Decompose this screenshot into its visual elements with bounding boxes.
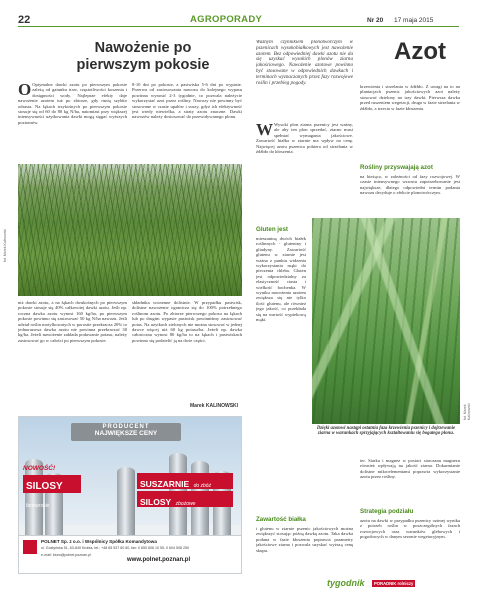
issue-number: Nr 20: [367, 17, 384, 24]
right-col-b-tail: azotu na dawki w przypadku pszenicy ozimej wynika z potrzeb roślin w poszczególnych fazach rozwojowych oraz warunków glebowych i pogodowych w danym sezonie wegetacyjnym.: [360, 518, 460, 540]
ad-address: ul. Gostyńska 51, 63-840 Krobia, tel.: +48 65 537 60 80, fax: 0 650 606 10 55, 0 604 508 250: [41, 546, 189, 550]
right-col-a-top: [256, 122, 353, 222]
ad-silos2-box: [137, 491, 233, 507]
ad-dryer-box: [137, 473, 233, 489]
left-title-line2: pierwszym pokosie: [76, 57, 210, 73]
ad-new-badge: NOWOŚĆ!: [23, 465, 56, 472]
ad-website[interactable]: www.polnet.poznan.pl: [127, 557, 191, 563]
ad-footer-bar: [19, 535, 242, 574]
section-title: AGROPORADY: [190, 14, 263, 25]
left-col1-text: Optymalne dawki azotu po pierwszym pokosie zależą od gatunku traw, częstotliwości koszenia i dostępności wody. Najlepsze efekty daje nawożenie azotem tuż po zbiorze, gdy runią szybko odrasta. Na łąkach trzykośnych po pierwszym pokosie stosuje się od 60 do 80 kg N/ha, natomiast przy większej intensywności użytkowania dawki mogą sięgać wyższych poziomów.: [18, 82, 127, 125]
sub-protein: Zawartość białka: [256, 516, 306, 523]
ad-silos2-label: SILOSY: [140, 497, 172, 507]
right-intro: Ważnym czynnikiem plonotwórczym w pszenicach wysokobiałkowych jest nawożenie azotem. Bez odpowiedniej dawki azotu nie da się uzyskać wysokich plonów ziarna jakościowego. Nawożenie azotowe powinno być stosowane w odpowiednich dawkach i terminach wyznaczanych przez fazy rozwojowe roślin i przebieg pogody.: [256, 40, 353, 86]
left-col3: niż dawki azotu, a na łąkach dwukośnych po pierwszym pokosie stosuje się 40% całkowitej dawki azotu. Jeśli np. roczna dawka azotu wynosi 160 kg/ha, po pierwszym pokosie powinno się zastosować 50 kg N/ha nawozu. Jeśli udział roślin motylkowatych w porostie przekracza 20% to jednorazowa dawka azotu nie powinna przekraczać 30 kg/ha. Jeżeli nawożenie zakłada podawanie potasu, należy zastosować go w całości po pierwszym pokosie.: [18, 300, 127, 343]
advertisement[interactable]: [18, 416, 242, 574]
dropcap: O: [18, 82, 32, 99]
left-article-title: [68, 40, 218, 74]
ad-tagline: NAJWIĘKSZE CENY: [94, 430, 158, 437]
left-title-line1: Nawożenie po: [94, 40, 192, 56]
ad-dryer-label: SUSZARNIE: [140, 479, 190, 489]
ad-silos-box: [23, 475, 81, 509]
header-rule: [18, 26, 459, 27]
ad-producer-banner: [71, 423, 181, 441]
page-number: 22: [18, 14, 31, 26]
right-col-b-bottom: ter. Siarka i magnez w postaci siarczanu magnezu również wpływają na jakość ziarna. Dokarmianie dolistne mikroelementami poprawia wykorzystanie azotu przez rośliny.: [360, 458, 460, 480]
wheat-leaf-photo: [312, 218, 460, 424]
right-col-a-gluten: mieszaniną dwóch białek roślinnych - gluteniny i gliadyny. Zawartość glutenu w ziarnie jest ważna z punktu widzenia wykorzystania mąki do pieczenia chleba. Gluten jest odpowiedzialny za elastyczność ciasta i wielkość bochenka. W wyniku nawożenia azotem zwiększa się nie tylko ilość glutenu, ale również jego jakość, co przekłada się na wartość wypiekową mąki.: [256, 236, 306, 323]
right-col-a-top-text: Wysoki plon ziarna pszenicy jest ważny, ale aby ten plon sprzedać, ziarno musi spełniać wymagania jakościowe. Zawartość białka w ziarnie ma wpływ na cenę. Najwięcej azotu pszenica pobiera od strzelania w źdźbło do kłoszenia.: [256, 122, 353, 155]
silo-3: [117, 467, 135, 537]
left-col2: 8-10 dni po pokosie, a pastwiska 5-6 dni po wypasie. Przerwa od zastosowania nawozu do kolejnego wypasu powinna wynosić 2-3 tygodnie, co pozwala należycie wykorzystać azot przez rośliny. Nawozy nie powinny być stosowane w czasie upałów i suszy, gdyż ich efektywność jest wtedy niewielka, a straty azotu znaczne. Dawki nawozów należy dostosować do przewidywanego plonu.: [132, 82, 242, 120]
ad-producer-label: PRODUCENT: [102, 424, 150, 430]
photo-caption: Dzięki azotowi nastąpi ostatnia faza krzewienia pszenicy i dojrzewanie ziarna w warunkach sprzyjających kształtowaniu się bogatego plonu.: [316, 426, 456, 437]
left-col1: [18, 82, 127, 162]
footer-logo: tygodnik: [327, 578, 365, 588]
ad-silos-sub: farmerskie: [26, 503, 50, 509]
sub-gluten: Gluten jest: [256, 226, 288, 233]
sub-needs: Rośliny przyswajają azot: [360, 164, 433, 171]
issue-date: 17 maja 2015: [394, 17, 434, 24]
dropcap-w: W: [256, 122, 273, 139]
ad-silos2-sub: zbożowe: [175, 501, 196, 507]
right-article-title: Azot: [394, 38, 446, 65]
ad-silos-label: SILOSY: [26, 481, 63, 492]
polnet-logo: [23, 540, 37, 554]
right-col-b-top: krzewienia i strzelania w źdźbło. Z uwagi na to na plantacjach pszenic jakościowych azot należy stosować dzielony na trzy dawki. Pierwsza dawka przed ruszeniem wegetacji, druga w fazie strzelania w źdźbło, a trzecia w fazie kłoszenia.: [360, 84, 460, 111]
ad-email[interactable]: e-mail: biuro@polnet.poznan.pl: [41, 553, 91, 557]
right-col-a-bottom: [256, 426, 306, 512]
right-col-b-needs: na bieżąco, w zależności od fazy rozwojowej. W czasie intensywnego wzrostu zapotrzebowanie jest największe, dlatego odpowiedni termin podania nawozu decyduje o efekcie plonotwórczym.: [360, 174, 460, 196]
ad-dryer-sub: do zbóż: [193, 483, 212, 489]
left-col4: składnika wiosenne dolistnie. W przypadku pastwisk, dolistne nawożenie ogranicza się do 100% potrzebnego roślinom azotu. Po zbiorze pierwszego pokosu na łąkach lub po drugim wypasie pastwisk powinniśmy zastosować potas. Na użytkach zielonych nie można stosować w jednej dawce więcej niż 60 kg potasu/ha. Jeżeli np. dawka całoroczna wynosi 80 kg/ha to na łąkach i pastwiskach powinno się podzielić ją na dwie części.: [132, 300, 242, 343]
right-col-a-protein: i glutenu w ziarnie pszenic jakościowych można zwiększyć stosując późną dawkę azotu. Taka dawka podana w fazie kłoszenia poprawia parametry jakościowe ziarna i pozwala uzyskać wyższą cenę skupu.: [256, 526, 353, 553]
ad-company: POLNET Sp. z o.o. i Wspólnicy Spółka Komandytowa: [41, 539, 157, 544]
author: Marek KALINOWSKI: [190, 403, 239, 409]
sub-strategy: Strategia podziału: [360, 508, 414, 515]
grass-photo: [18, 164, 242, 296]
right-photo-credit: fot. Marek Kalinowski: [463, 403, 471, 420]
left-photo-credit: fot. Marek Kalinowski: [3, 228, 7, 262]
footer-logo-tag: PORADNIK rolniczy: [374, 581, 414, 586]
